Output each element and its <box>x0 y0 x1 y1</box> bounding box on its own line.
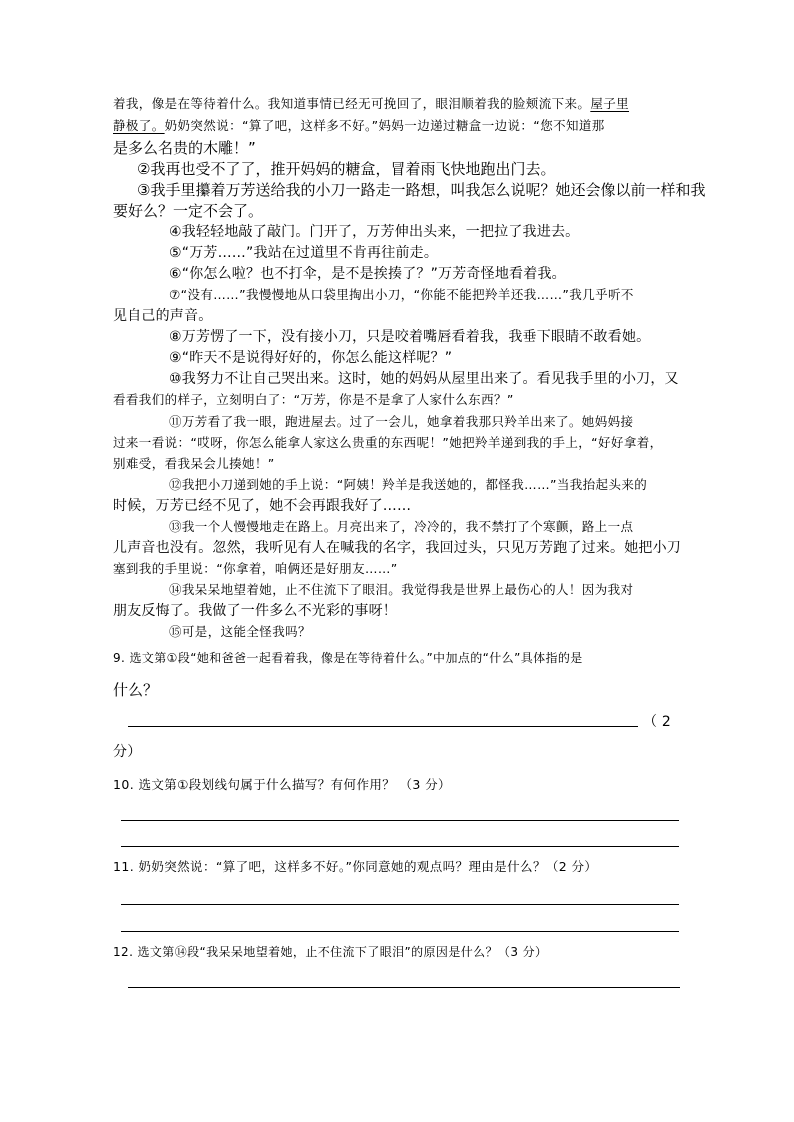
answer-line[interactable] <box>121 846 679 847</box>
passage-line: 时候，万芳已经不见了，她不会再跟我好了…… <box>113 498 412 514</box>
paragraph-12: ⑫我把小刀递到她的手上说：“阿姨！羚羊是我送她的，都怪我……”当我抬起头来的 <box>169 477 648 492</box>
passage-line: 儿声音也没有。忽然，我听见有人在喊我的名字，我回过头，只见万芳跑了过来。她把小刀 <box>113 540 681 556</box>
paragraph-5: ⑤“万芳……”我站在过道里不肯再往前走。 <box>169 245 439 261</box>
paragraph-13: ⑬我一个人慢慢地走在路上。月亮出来了，冷冷的，我不禁打了个寒颤，路上一点 <box>169 519 634 534</box>
answer-line[interactable] <box>128 726 638 727</box>
underlined-sentence: 静极了。 <box>113 118 165 133</box>
score-label: 分） <box>113 744 142 760</box>
paragraph-14: ⑭我呆呆地望着她，止不住流下了眼泪。我觉得我是世界上最伤心的人！因为我对 <box>169 582 634 597</box>
passage-line: 别难受，看我呆会儿揍她！” <box>113 456 275 471</box>
passage-line: 过来一看说：“哎呀，你怎么能拿人家这么贵重的东西呢！”她把羚羊递到我的手上，“好好拿着， <box>113 435 663 450</box>
passage-line <box>113 116 605 136</box>
question-11: 11. 奶奶突然说：“算了吧，这样多不好。”你同意她的观点吗？理由是什么？（2 分） <box>113 859 598 874</box>
passage-text: 奶奶突然说：“算了吧，这样多不好。”妈妈一边递过糖盒一边说：“您不知道那 <box>164 118 605 133</box>
question-9-continued: 什么？ <box>113 681 159 699</box>
passage-line <box>113 94 629 114</box>
answer-line[interactable] <box>121 931 679 932</box>
paragraph-8: ⑧万芳愣了一下，没有接小刀，只是咬着嘴唇看着我，我垂下眼睛不敢看她。 <box>169 329 651 345</box>
paragraph-7: ⑦“没有……”我慢慢地从口袋里掏出小刀，“你能不能把羚羊还我……”我几乎听不 <box>169 287 634 302</box>
paragraph-3: ③我手里攥着万芳送给我的小刀一路走一路想，叫我怎么说呢？她还会像以前一样和我 <box>137 181 706 199</box>
answer-line[interactable] <box>128 987 680 988</box>
paragraph-15: ⑮可是，这能全怪我吗？ <box>169 624 311 639</box>
passage-line: 是多么名贵的木雕！” <box>113 139 256 157</box>
paragraph-2: ②我再也受不了了，推开妈妈的糖盒，冒着雨飞快地跑出门去。 <box>137 160 556 178</box>
paragraph-4: ④我轻轻地敲了敲门。门开了，万芳伸出头来，一把拉了我进去。 <box>169 224 580 240</box>
score-label: （ 2 <box>643 714 671 730</box>
passage-text: 着我，像是在等待着什么。我知道事情已经无可挽回了，眼泪顺着我的脸颊流下来。 <box>113 96 591 111</box>
passage-line: 看看我们的样子，立刻明白了：“万芳，你是不是拿了人家什么东西？” <box>113 392 514 407</box>
paragraph-10: ⑩我努力不让自己哭出来。这时，她的妈妈从屋里出来了。看见我手里的小刀，又 <box>169 371 679 387</box>
question-12: 12. 选文第⑭段“我呆呆地望着她，止不住流下了眼泪”的原因是什么？（3 分） <box>113 945 548 959</box>
passage-line: 朋友反悔了。我做了一件多么不光彩的事呀！ <box>113 603 397 619</box>
question-9: 9. 选文第①段“她和爸爸一起看着我，像是在等待着什么。”中加点的“什么”具体指的是 <box>113 651 583 665</box>
answer-line[interactable] <box>121 820 679 821</box>
paragraph-11: ⑪万芳看了我一眼，跑进屋去。过了一会儿，她拿着我那只羚羊出来了。她妈妈接 <box>169 414 634 429</box>
passage-line: 要好么？一定不会了。 <box>113 202 264 220</box>
underlined-sentence: 屋子里 <box>590 96 630 111</box>
passage-line: 塞到我的手里说：“你拿着，咱俩还是好朋友……” <box>113 561 398 576</box>
paragraph-6: ⑥“你怎么啦？也不打伞，是不是挨揍了？”万芳奇怪地看着我。 <box>169 266 566 282</box>
question-10: 10. 选文第①段划线句属于什么描写？有何作用？ （3 分） <box>113 777 451 792</box>
passage-line: 见自己的声音。 <box>113 308 213 324</box>
paragraph-9: ⑨“昨天不是说得好好的，你怎么能这样呢？” <box>169 350 453 366</box>
answer-line[interactable] <box>121 904 679 905</box>
